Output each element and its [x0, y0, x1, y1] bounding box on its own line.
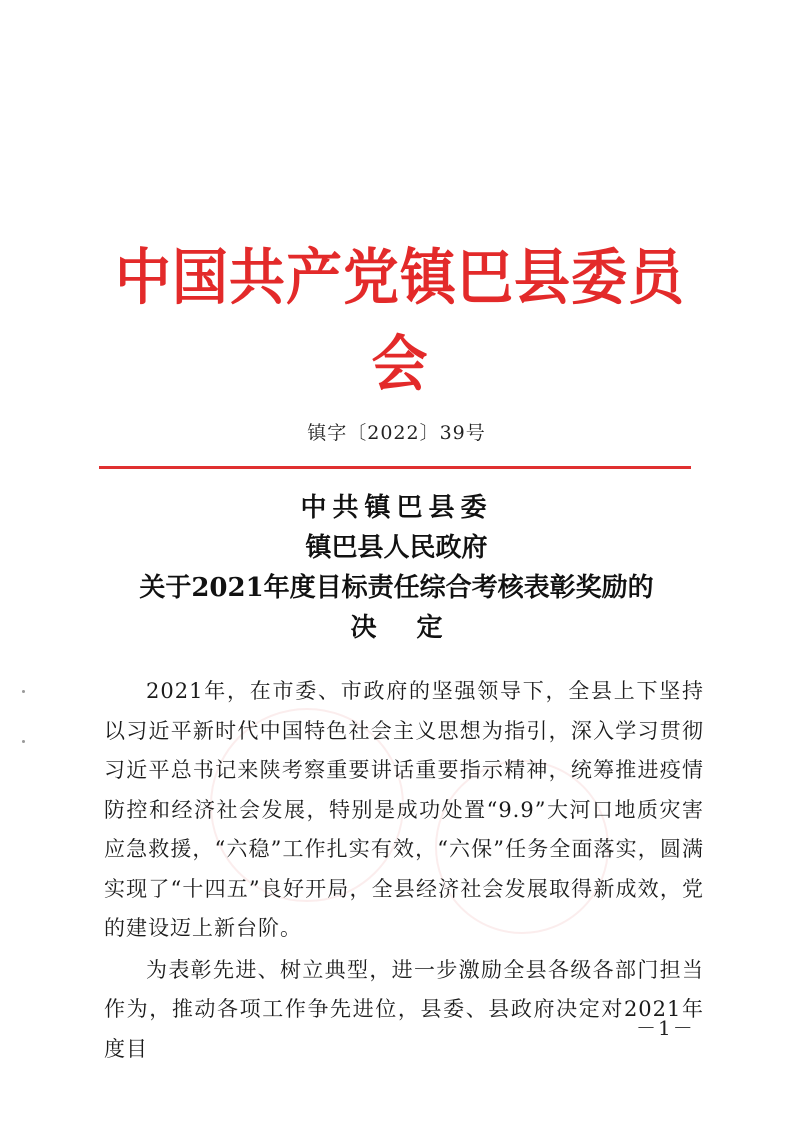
- title-decision: 决定: [350, 613, 483, 643]
- red-separator-rule: [99, 466, 691, 469]
- title-issuer-committee: 中共镇巴县委: [300, 493, 493, 523]
- scan-artifact: [22, 690, 25, 693]
- page-number: －1－: [636, 1016, 695, 1040]
- title-issuer-government: 镇巴县人民政府: [305, 533, 488, 563]
- body-paragraph: 为表彰先进、树立典型，进一步激励全县各级各部门担当作为，推动各项工作争先进位，县委、县政府决定对2021年度目: [104, 957, 704, 1061]
- scan-artifact: [22, 740, 25, 743]
- document-number: 镇字〔2022〕39号: [307, 422, 486, 444]
- document-title: [80, 488, 713, 648]
- title-subject: 关于2021年度目标责任综合考核表彰奖励的: [139, 573, 654, 603]
- red-masthead: 中国共产党镇巴县委员会: [115, 243, 685, 400]
- document-body: [104, 672, 704, 1071]
- body-paragraph: 2021年，在市委、市政府的坚强领导下，全县上下坚持以习近平新时代中国特色社会主义思想为指引，深入学习贯彻习近平总书记来陕考察重要讲话重要指示精神，统筹推进疫情防控和经济社会发展，特别是成功处置“9.9”大河口地质灾害应急救援，“六稳”工作扎实有效，“六保”任务全面落实，圆满实现了“十四五”良好开局，全县经济社会发展取得新成效，党的建设迈上新台阶。: [104, 679, 704, 940]
